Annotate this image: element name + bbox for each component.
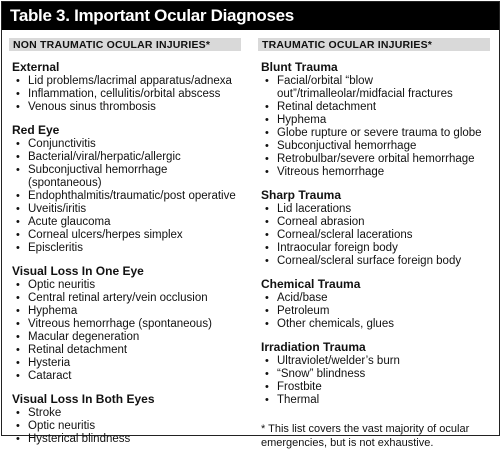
bullet-icon: • bbox=[265, 75, 269, 87]
list-item bbox=[9, 305, 241, 318]
bullet-icon: • bbox=[265, 292, 269, 304]
list-item bbox=[9, 407, 241, 420]
bullet-icon: • bbox=[16, 370, 20, 382]
bullet-icon: • bbox=[265, 242, 269, 254]
diagnosis-list bbox=[9, 138, 241, 255]
diagnosis-list bbox=[258, 75, 490, 179]
list-item bbox=[9, 151, 241, 164]
list-item bbox=[258, 381, 490, 394]
diagnosis-section bbox=[258, 188, 490, 268]
bullet-icon: • bbox=[265, 216, 269, 228]
list-item-text: “Snow” blindness bbox=[277, 368, 366, 380]
list-item bbox=[9, 344, 241, 357]
list-item bbox=[9, 279, 241, 292]
diagnosis-list bbox=[9, 407, 241, 446]
list-item bbox=[9, 229, 241, 242]
list-item bbox=[258, 292, 490, 305]
list-item-text: Retinal detachment bbox=[277, 101, 377, 113]
diagnosis-list bbox=[9, 75, 241, 114]
bullet-icon: • bbox=[16, 151, 20, 163]
section-title: Chemical Trauma bbox=[261, 277, 361, 291]
list-item bbox=[9, 88, 241, 101]
list-item-text: Lid lacerations bbox=[277, 203, 352, 215]
bullet-icon: • bbox=[16, 138, 20, 150]
footnote: * This list covers the vast majority of ocular emergencies, but is not exhaustive. bbox=[261, 423, 470, 449]
list-item-text: Ultraviolet/welder’s burn bbox=[277, 355, 400, 367]
bullet-icon: • bbox=[16, 229, 20, 241]
list-item bbox=[258, 305, 490, 318]
bullet-icon: • bbox=[16, 420, 20, 432]
list-item bbox=[258, 229, 490, 242]
list-item-text: Corneal ulcers/herpes simplex bbox=[28, 229, 183, 241]
bullet-icon: • bbox=[16, 433, 20, 445]
list-item bbox=[9, 101, 241, 114]
list-item-text: Corneal abrasion bbox=[277, 216, 365, 228]
bullet-icon: • bbox=[265, 255, 269, 267]
list-item bbox=[258, 75, 490, 101]
list-item-text: Inflammation, cellulitis/orbital abscess bbox=[28, 88, 221, 100]
list-item bbox=[258, 101, 490, 114]
diagnosis-list bbox=[258, 292, 490, 331]
section-title: Red Eye bbox=[12, 123, 60, 137]
diagnosis-list bbox=[258, 355, 490, 407]
list-item-text: Venous sinus thrombosis bbox=[28, 101, 156, 113]
list-item bbox=[258, 318, 490, 331]
bullet-icon: • bbox=[16, 292, 20, 304]
section-title: Sharp Trauma bbox=[261, 188, 342, 202]
list-item bbox=[258, 355, 490, 368]
list-item-text: Hysteria bbox=[28, 357, 71, 369]
bullet-icon: • bbox=[16, 279, 20, 291]
non-traumatic-column bbox=[9, 38, 241, 446]
bullet-icon: • bbox=[265, 127, 269, 139]
section-title: Irradiation Trauma bbox=[261, 340, 366, 354]
bullet-icon: • bbox=[265, 318, 269, 330]
list-item bbox=[9, 242, 241, 255]
bullet-icon: • bbox=[16, 164, 20, 176]
list-item bbox=[258, 394, 490, 407]
section-title: Blunt Trauma bbox=[261, 60, 338, 74]
list-item bbox=[9, 331, 241, 344]
list-item-text: Subconjuctival hemorrhage bbox=[277, 140, 417, 152]
table-frame bbox=[1, 1, 500, 449]
list-item bbox=[258, 242, 490, 255]
table-title: Table 3. Important Ocular Diagnoses bbox=[2, 2, 499, 30]
diagnosis-section bbox=[9, 60, 241, 114]
section-title: External bbox=[12, 60, 60, 74]
list-item bbox=[258, 203, 490, 216]
bullet-icon: • bbox=[265, 381, 269, 393]
list-item-text: Stroke bbox=[28, 407, 62, 419]
non-traumatic-header: NON TRAUMATIC OCULAR INJURIES* bbox=[9, 38, 241, 51]
list-item-text: Vitreous hemorrhage (spontaneous) bbox=[28, 318, 212, 330]
bullet-icon: • bbox=[16, 75, 20, 87]
list-item-text: Retrobulbar/severe orbital hemorrhage bbox=[277, 153, 475, 165]
bullet-icon: • bbox=[265, 114, 269, 126]
list-item-text: Other chemicals, glues bbox=[277, 318, 394, 330]
list-item bbox=[9, 420, 241, 433]
list-item bbox=[9, 370, 241, 383]
list-item-text: Facial/orbital “blow out”/trimalleolar/midfacial fractures bbox=[277, 75, 453, 100]
bullet-icon: • bbox=[16, 318, 20, 330]
list-item-text: Uveitis/iritis bbox=[28, 203, 87, 215]
list-item-text: Lid problems/lacrimal apparatus/adnexa bbox=[28, 75, 232, 87]
list-item bbox=[9, 433, 241, 446]
bullet-icon: • bbox=[265, 153, 269, 165]
list-item-text: Vitreous hemorrhage bbox=[277, 166, 385, 178]
bullet-icon: • bbox=[265, 203, 269, 215]
diagnosis-section bbox=[258, 277, 490, 331]
diagnosis-list bbox=[258, 203, 490, 268]
bullet-icon: • bbox=[16, 203, 20, 215]
non-traumatic-sections bbox=[9, 60, 241, 446]
bullet-icon: • bbox=[16, 88, 20, 100]
list-item-text: Petroleum bbox=[277, 305, 330, 317]
bullet-icon: • bbox=[265, 305, 269, 317]
bullet-icon: • bbox=[16, 357, 20, 369]
list-item bbox=[9, 190, 241, 203]
list-item-text: Bacterial/viral/herpatic/allergic bbox=[28, 151, 181, 163]
diagnosis-section bbox=[258, 340, 490, 407]
list-item bbox=[258, 140, 490, 153]
list-item bbox=[9, 292, 241, 305]
list-item bbox=[258, 255, 490, 268]
bullet-icon: • bbox=[265, 368, 269, 380]
list-item bbox=[258, 368, 490, 381]
list-item-text: Conjunctivitis bbox=[28, 138, 96, 150]
bullet-icon: • bbox=[16, 101, 20, 113]
traumatic-header: TRAUMATIC OCULAR INJURIES* bbox=[258, 38, 490, 51]
list-item-text: Optic neuritis bbox=[28, 420, 96, 432]
list-item-text: Intraocular foreign body bbox=[277, 242, 398, 254]
bullet-icon: • bbox=[265, 140, 269, 152]
list-item bbox=[258, 166, 490, 179]
list-item bbox=[9, 164, 241, 190]
list-item bbox=[258, 127, 490, 140]
bullet-icon: • bbox=[16, 331, 20, 343]
bullet-icon: • bbox=[265, 355, 269, 367]
list-item-text: Corneal/scleral lacerations bbox=[277, 229, 413, 241]
list-item-text: Acid/base bbox=[277, 292, 328, 304]
bullet-icon: • bbox=[16, 344, 20, 356]
diagnosis-section bbox=[9, 123, 241, 255]
list-item bbox=[9, 75, 241, 88]
list-item-text: Central retinal artery/vein occlusion bbox=[28, 292, 208, 304]
diagnosis-section bbox=[9, 264, 241, 383]
section-title: Visual Loss In One Eye bbox=[12, 264, 144, 278]
bullet-icon: • bbox=[16, 190, 20, 202]
bullet-icon: • bbox=[265, 101, 269, 113]
list-item-text: Optic neuritis bbox=[28, 279, 96, 291]
diagnosis-section bbox=[9, 392, 241, 446]
list-item-text: Thermal bbox=[277, 394, 320, 406]
bullet-icon: • bbox=[265, 166, 269, 178]
bullet-icon: • bbox=[16, 216, 20, 228]
list-item bbox=[258, 216, 490, 229]
list-item-text: Retinal detachment bbox=[28, 344, 128, 356]
list-item bbox=[9, 216, 241, 229]
bullet-icon: • bbox=[16, 242, 20, 254]
list-item-text: Subconjuctival hemorrhage (spontaneous) bbox=[28, 164, 168, 189]
list-item-text: Acute glaucoma bbox=[28, 216, 111, 228]
list-item-text: Hyphema bbox=[277, 114, 327, 126]
list-item bbox=[9, 203, 241, 216]
bullet-icon: • bbox=[16, 407, 20, 419]
diagnosis-list bbox=[9, 279, 241, 383]
list-item-text: Hysterical blindness bbox=[28, 433, 131, 445]
list-item bbox=[258, 153, 490, 166]
list-item-text: Endophthalmitis/traumatic/post operative bbox=[28, 190, 236, 202]
list-item bbox=[9, 318, 241, 331]
section-title: Visual Loss In Both Eyes bbox=[12, 392, 155, 406]
bullet-icon: • bbox=[265, 229, 269, 241]
list-item bbox=[258, 114, 490, 127]
list-item-text: Corneal/scleral surface foreign body bbox=[277, 255, 462, 267]
list-item bbox=[9, 357, 241, 370]
bullet-icon: • bbox=[16, 305, 20, 317]
list-item-text: Macular degeneration bbox=[28, 331, 140, 343]
list-item-text: Hyphema bbox=[28, 305, 78, 317]
list-item-text: Frostbite bbox=[277, 381, 322, 393]
traumatic-sections bbox=[258, 60, 490, 407]
list-item-text: Globe rupture or severe trauma to globe bbox=[277, 127, 482, 139]
bullet-icon: • bbox=[265, 394, 269, 406]
list-item-text: Cataract bbox=[28, 370, 72, 382]
list-item bbox=[9, 138, 241, 151]
list-item-text: Episcleritis bbox=[28, 242, 83, 254]
diagnosis-section bbox=[258, 60, 490, 179]
traumatic-column bbox=[258, 38, 490, 450]
